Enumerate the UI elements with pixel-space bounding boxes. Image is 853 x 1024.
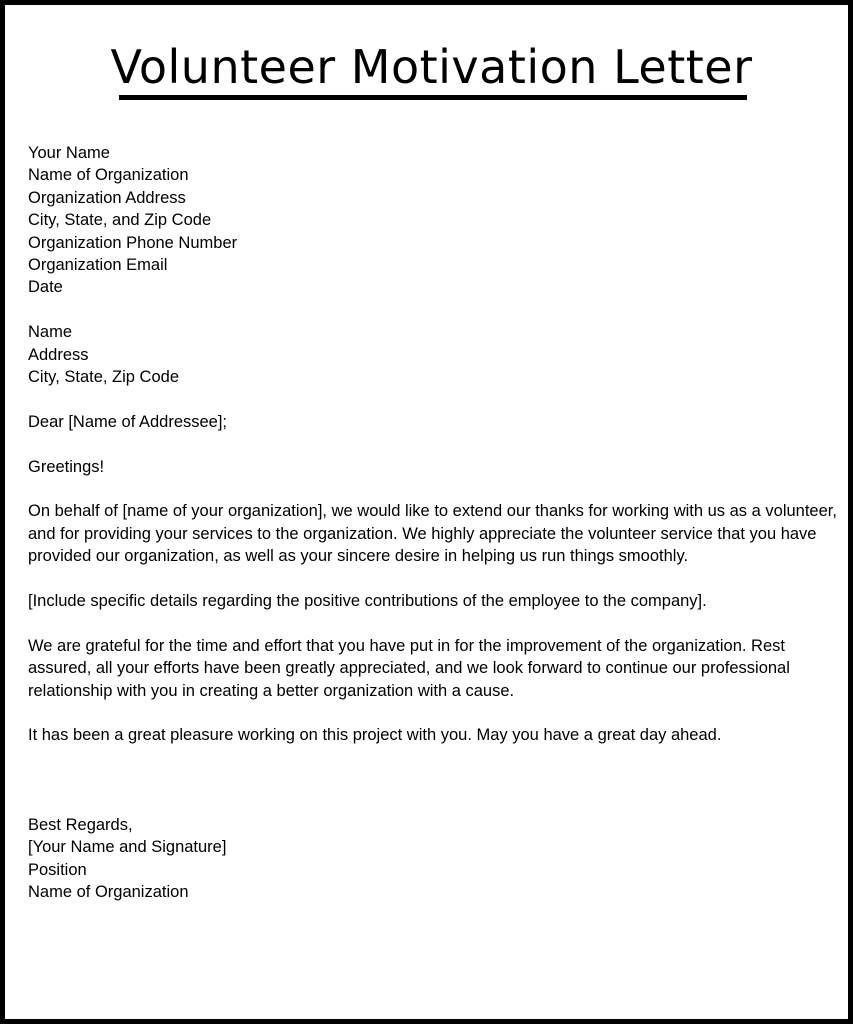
sender-block — [28, 142, 843, 299]
body-paragraph-details: [Include specific details regarding the positive contributions of the employee to the company]. — [28, 592, 707, 611]
salutation: Dear [Name of Addressee]; — [28, 412, 228, 431]
spacer — [28, 478, 843, 500]
recipient-address: Address — [28, 345, 89, 364]
signer-organization: Name of Organization — [28, 883, 189, 902]
sender-organization: Name of Organization — [28, 166, 189, 185]
title-underline — [119, 95, 747, 100]
letter-date: Date — [28, 278, 63, 297]
spacer — [28, 702, 843, 724]
spacer — [28, 299, 843, 321]
body-paragraph-gratitude: We are grateful for the time and effort that you have put in for the improvement of the organization. Rest assured, all your efforts have been greatly appreciated, and we look forward to continue our professional relationship with you in creating a better organization with a cause. — [28, 636, 790, 700]
sender-address: Organization Address — [28, 188, 186, 207]
recipient-name: Name — [28, 323, 73, 342]
sender-city-state-zip: City, State, and Zip Code — [28, 211, 212, 230]
spacer — [28, 388, 843, 410]
spacer — [28, 612, 843, 634]
sender-email: Organization Email — [28, 256, 168, 275]
recipient-city-state-zip: City, State, Zip Code — [28, 368, 180, 387]
page-title: Volunteer Motivation Letter — [110, 40, 753, 94]
closing-regards: Best Regards, — [28, 816, 133, 835]
body-paragraph-thanks: On behalf of [name of your organization], we would like to extend our thanks for working with us as a volunteer, and for providing your services to the organization. We highly appreciate the volunteer service that you have provided our organization, as well as your sincere desire in helping us run things smoothly. — [28, 502, 837, 566]
spacer — [28, 433, 843, 455]
letter-body — [28, 142, 843, 904]
sender-name: Your Name — [28, 144, 110, 162]
spacer — [28, 747, 843, 792]
signer-position: Position — [28, 860, 87, 879]
greeting: Greetings! — [28, 457, 105, 476]
spacer — [28, 568, 843, 590]
body-paragraph-closing: It has been a great pleasure working on this project with you. May you have a great day ahead. — [28, 726, 722, 745]
signature-line: [Your Name and Signature] — [28, 838, 227, 857]
closing-block — [28, 814, 843, 904]
spacer — [28, 792, 843, 814]
sender-phone: Organization Phone Number — [28, 233, 238, 252]
recipient-block — [28, 321, 843, 388]
